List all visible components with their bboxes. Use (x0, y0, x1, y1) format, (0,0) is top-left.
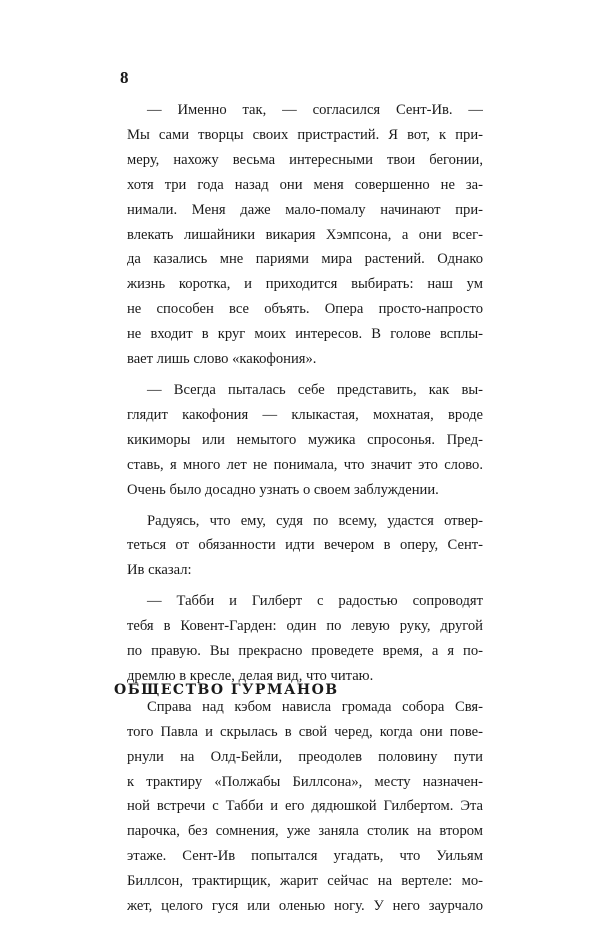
text-line: Мы сами творцы своих пристрастий. Я вот, к при- (127, 126, 483, 143)
text-line: к трактиру «Полжабы Биллсона», месту назначен- (127, 773, 483, 790)
text-line: Биллсон, трактирщик, жарит сейчас на вертеле: мо- (127, 873, 483, 890)
text-line: не способен все объять. Опера просто-напросто (127, 301, 483, 318)
paragraph (127, 98, 483, 372)
paragraph (127, 378, 483, 503)
text-line: меру, нахожу весьма интересными твои бегонии, (127, 151, 483, 168)
text-line: да казались мне париями мира растений. Однако (127, 251, 483, 268)
text-line: Справа над кэбом нависла громада собора Свя- (147, 698, 483, 715)
paragraph (127, 589, 483, 689)
text-line: хотя три года назад они меня совершенно не за- (127, 176, 483, 193)
text-line: тебя в Ковент-Гарден: один по левую руку, другой (127, 618, 483, 635)
paragraph (127, 695, 483, 919)
text-line: — Всегда пыталась себе представить, как вы- (147, 381, 483, 398)
text-line: теться от обязанности идти вечером в оперу, Сент- (127, 537, 483, 554)
running-footer-title: ОБЩЕСТВО ГУРМАНОВ (114, 682, 339, 698)
text-line: рнули на Олд-Бейли, преодолев половину пути (127, 748, 483, 765)
text-line: не входит в круг моих интересов. В голове всплы- (127, 326, 483, 343)
text-line: того Павла и скрылась в свой черед, когда они пове- (127, 723, 483, 740)
body-text (127, 98, 483, 925)
text-line: вает лишь слово «какофония». (127, 351, 317, 368)
text-line: парочка, без сомнения, уже заняла столик на втором (127, 823, 483, 840)
page-number: 8 (120, 68, 129, 87)
text-line: по правую. Вы прекрасно проведете время, а я по- (127, 643, 483, 660)
text-line: ставь, я много лет не понимала, что значит это слово. (127, 456, 483, 473)
text-line: глядит какофония — клыкастая, мохнатая, вроде (127, 406, 483, 423)
text-line: этаже. Сент-Ив попытался угадать, что Уильям (127, 848, 483, 865)
text-line: влекать лишайники викария Хэмпсона, а они всег- (127, 226, 483, 243)
text-line: ной встречи с Табби и его дядюшкой Гилбертом. Эта (127, 798, 483, 815)
text-line: Очень было досадно узнать о своем заблуждении. (127, 481, 439, 498)
text-line: нимали. Меня даже мало-помалу начинают при- (127, 201, 483, 218)
text-line: жет, целого гуся или оленью ногу. У него заурчало (127, 898, 483, 915)
text-line: — Табби и Гилберт с радостью сопроводят (147, 593, 483, 610)
text-line: дремлю в кресле, делая вид, что читаю. (127, 667, 374, 684)
text-line: кикиморы или немытого мужика спросонья. Пред- (127, 431, 483, 448)
text-line: жизнь коротка, и приходится выбирать: наш ум (127, 276, 483, 293)
text-line: — Именно так, — согласился Сент-Ив. — (147, 102, 483, 118)
text-line: Ив сказал: (127, 562, 192, 579)
paragraph (127, 509, 483, 584)
text-line: Радуясь, что ему, судя по всему, удастся отвер- (147, 512, 483, 529)
